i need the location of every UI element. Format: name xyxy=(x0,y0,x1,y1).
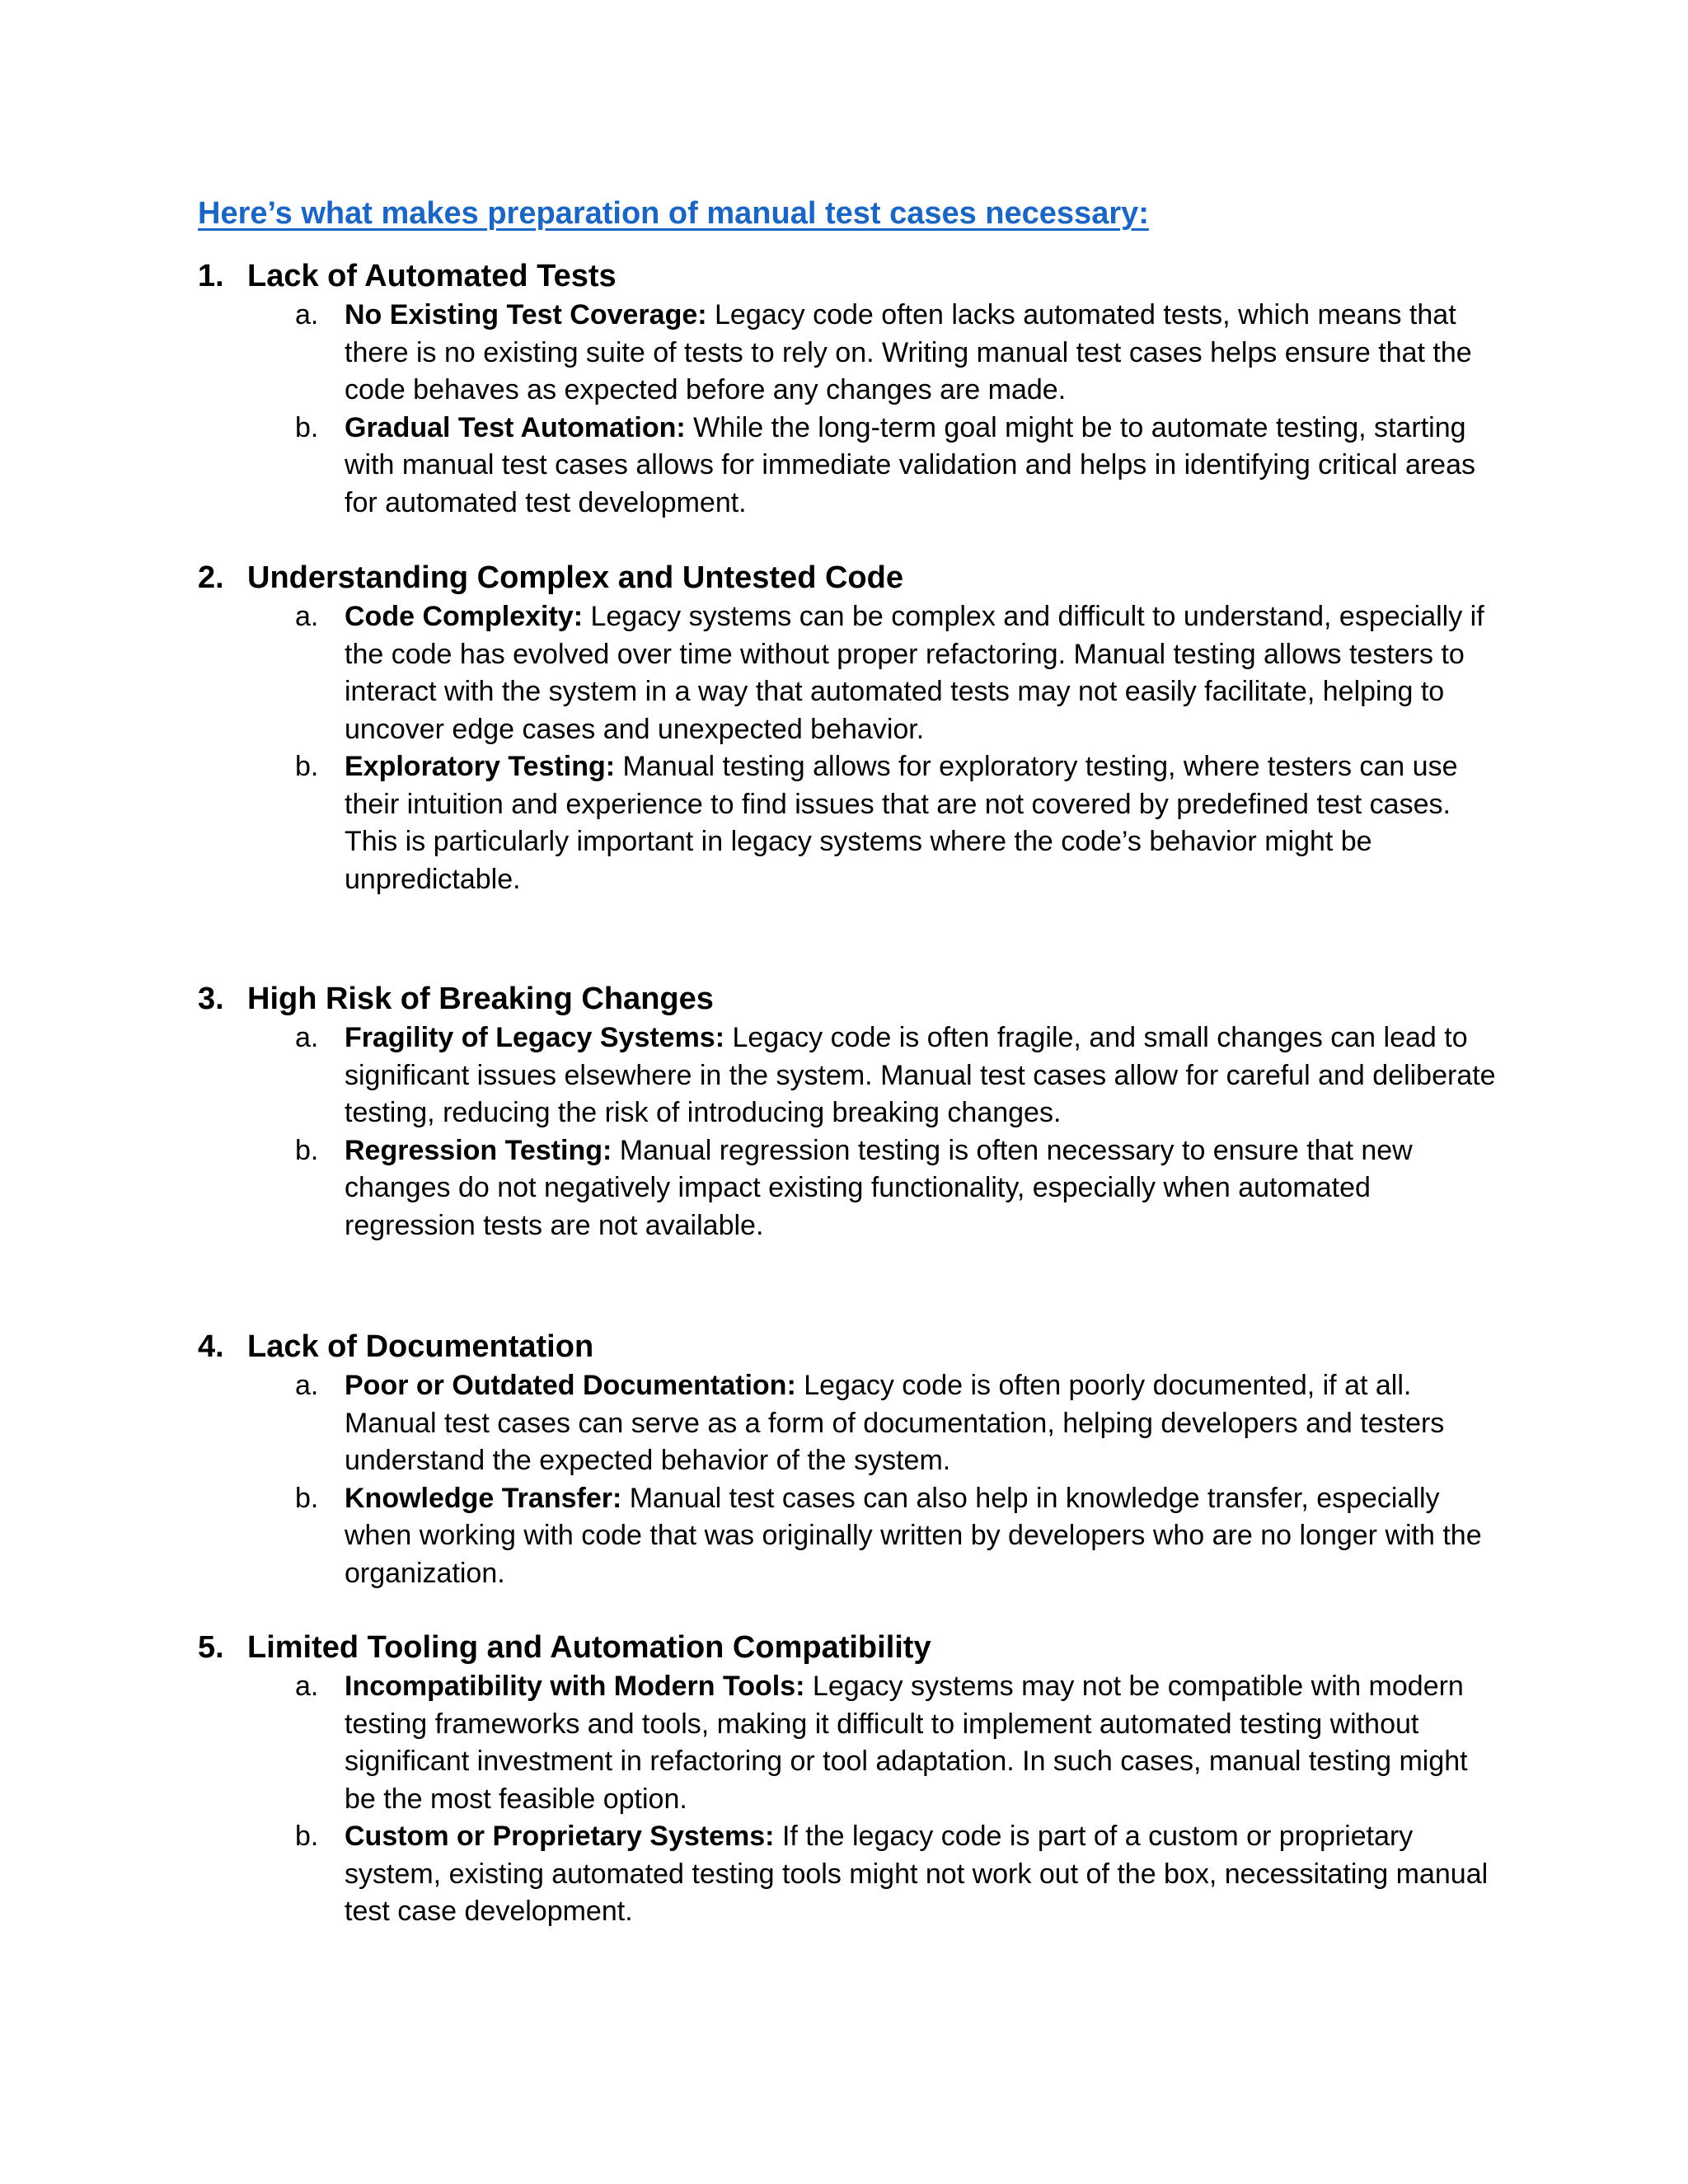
section-title xyxy=(0,982,1688,1019)
item-text xyxy=(345,1818,1498,1931)
section-title xyxy=(0,259,1688,297)
section-lack-of-automated-tests xyxy=(0,259,1688,522)
item-label: Knowledge Transfer: xyxy=(345,1482,622,1514)
item-text xyxy=(345,297,1498,410)
item-letter: b. xyxy=(295,1482,319,1514)
section-title-text: Limited Tooling and Automation Compatibility xyxy=(247,1630,931,1665)
item-text xyxy=(345,410,1498,523)
item-body: Legacy code is often poorly documented, if at all. Manual test cases can serve as a form of documentation, helping developers and testers understand the expected behavior of the system. xyxy=(345,1370,1445,1476)
list-item xyxy=(0,1019,1688,1132)
item-letter: b. xyxy=(295,751,319,782)
section-title xyxy=(0,560,1688,598)
item-label: Poor or Outdated Documentation: xyxy=(345,1370,796,1401)
list-item xyxy=(0,1668,1688,1818)
list-item xyxy=(0,1818,1688,1931)
item-letter: a. xyxy=(295,1370,319,1401)
section-title-text: High Risk of Breaking Changes xyxy=(247,982,714,1016)
item-label: Incompatibility with Modern Tools: xyxy=(345,1671,805,1702)
section-high-risk-breaking-changes xyxy=(0,982,1688,1244)
item-label: Code Complexity: xyxy=(345,601,584,632)
item-letter: b. xyxy=(295,411,319,443)
item-text xyxy=(345,1668,1498,1818)
section-number: 4. xyxy=(198,1329,224,1364)
section-lack-of-documentation xyxy=(0,1329,1688,1592)
section-number: 3. xyxy=(198,982,224,1016)
item-label: Fragility of Legacy Systems: xyxy=(345,1022,725,1053)
list-item xyxy=(0,410,1688,523)
item-text xyxy=(345,1367,1498,1480)
item-body: Legacy systems may not be compatible with modern testing frameworks and tools, making it difficult to implement automated testing without significant investment in refactoring or tool adaptation. In such cases, manual testing might be the most feasible option. xyxy=(345,1671,1468,1815)
item-label: Gradual Test Automation: xyxy=(345,411,686,443)
item-text xyxy=(345,1019,1498,1132)
item-label: Regression Testing: xyxy=(345,1134,612,1166)
section-title xyxy=(0,1329,1688,1367)
item-label: No Existing Test Coverage: xyxy=(345,299,707,330)
item-body: If the legacy code is part of a custom or proprietary system, existing automated testing tools might not work out of the box, necessitating manual test case development. xyxy=(345,1821,1489,1927)
item-text xyxy=(345,598,1498,748)
item-text xyxy=(345,748,1498,898)
item-body: Manual regression testing is often necessary to ensure that new changes do not negatively impact existing functionality, especially when automated regression tests are not available. xyxy=(345,1134,1413,1241)
item-text xyxy=(345,1132,1498,1245)
item-body: Legacy code often lacks automated tests, which means that there is no existing suite of tests to rely on. Writing manual test cases helps ensure that the code behaves as expected before any changes are made. xyxy=(345,299,1472,405)
section-title xyxy=(0,1630,1688,1668)
item-letter: a. xyxy=(295,1022,319,1053)
page-heading: Here’s what makes preparation of manual test cases necessary: xyxy=(198,196,1149,231)
list-item xyxy=(0,1132,1688,1245)
list-item xyxy=(0,748,1688,898)
item-body: Legacy systems can be complex and difficult to understand, especially if the code has evolved over time without proper refactoring. Manual testing allows testers to interact with the system in a way that automated tests may not easily facilitate, helping to uncover edge cases and unexpected behavior. xyxy=(345,601,1484,745)
section-number: 1. xyxy=(198,259,224,293)
list-item xyxy=(0,297,1688,410)
section-number: 2. xyxy=(198,560,224,595)
section-title-text: Understanding Complex and Untested Code xyxy=(247,560,903,595)
section-limited-tooling xyxy=(0,1630,1688,1931)
list-item xyxy=(0,598,1688,748)
item-text xyxy=(345,1480,1498,1593)
item-letter: a. xyxy=(295,601,319,632)
item-body: Legacy code is often fragile, and small changes can lead to significant issues elsewhere in the system. Manual test cases allow for careful and deliberate testing, reducing the risk of introducing breaking changes. xyxy=(345,1022,1496,1128)
section-number: 5. xyxy=(198,1630,224,1665)
section-understanding-complex-code xyxy=(0,560,1688,898)
item-letter: a. xyxy=(295,299,319,330)
item-body: While the long-term goal might be to automate testing, starting with manual test cases allows for immediate validation and helps in identifying critical areas for automated test development. xyxy=(345,411,1476,518)
item-letter: a. xyxy=(295,1671,319,1702)
item-letter: b. xyxy=(295,1134,319,1166)
section-title-text: Lack of Documentation xyxy=(247,1329,594,1364)
list-item xyxy=(0,1367,1688,1480)
list-item xyxy=(0,1480,1688,1593)
item-body: Manual testing allows for exploratory testing, where testers can use their intuition and experience to find issues that are not covered by predefined test cases. This is particularly important in legacy systems where the code’s behavior might be unpredictable. xyxy=(345,751,1458,895)
item-letter: b. xyxy=(295,1821,319,1852)
item-label: Custom or Proprietary Systems: xyxy=(345,1821,775,1852)
section-title-text: Lack of Automated Tests xyxy=(247,259,617,293)
item-label: Exploratory Testing: xyxy=(345,751,616,782)
item-body: Manual test cases can also help in knowledge transfer, especially when working with code that was originally written by developers who are no longer with the organization. xyxy=(345,1482,1482,1589)
